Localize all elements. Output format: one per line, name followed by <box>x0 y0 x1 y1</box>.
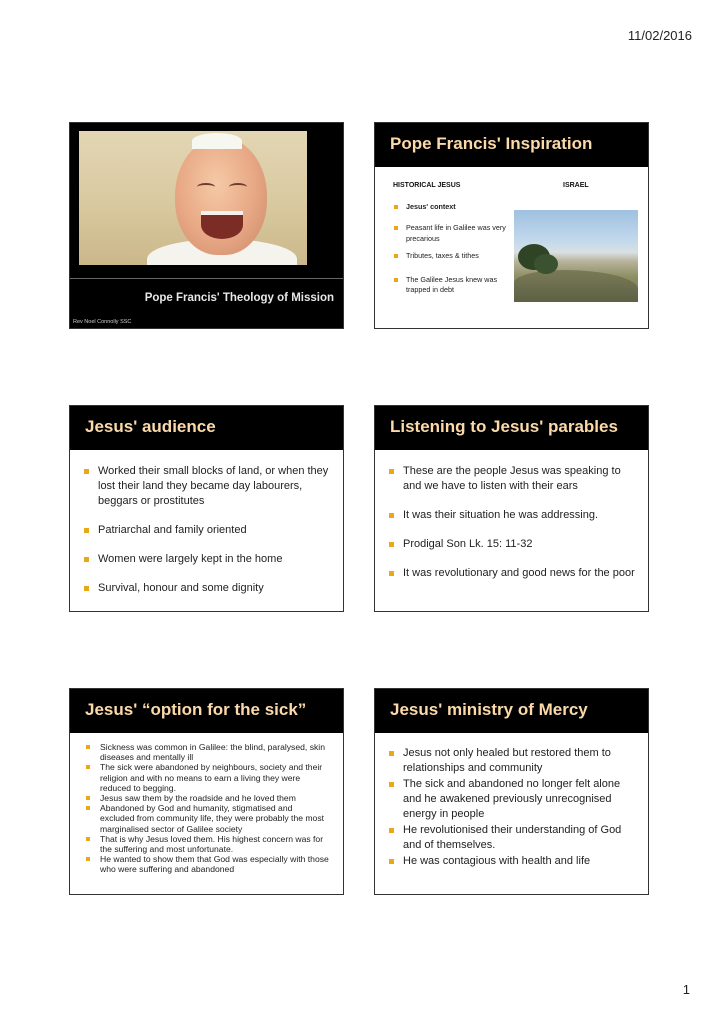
bullet-list <box>84 464 333 610</box>
list-item: Peasant life in Galilee was very precarious <box>394 223 522 244</box>
list-item: He was contagious with health and life <box>389 854 638 869</box>
slide-header <box>375 689 648 733</box>
slide-2-inspiration <box>374 122 649 329</box>
list-item: Abandoned by God and humanity, stigmatised and excluded from community life, they were probably the most marginalised sector of Galilee society <box>86 803 329 834</box>
list-item: Jesus not only healed but restored them to relationships and community <box>389 746 638 776</box>
column-heading-israel: ISRAEL <box>563 182 589 189</box>
bullet-list <box>394 202 522 295</box>
slide-5-option-for-the-sick <box>69 688 344 895</box>
list-item: Tributes, taxes & tithes <box>394 251 522 261</box>
list-item: That is why Jesus loved them. His highest concern was for the suffering and most unfortunate. <box>86 834 329 854</box>
author: Rev Noel Connolly SSC <box>73 319 132 325</box>
slide-title: Jesus' audience <box>85 417 216 436</box>
pope-francis-photo <box>79 131 307 265</box>
list-item: Worked their small blocks of land, or when they lost their land they became day labourers, beggars or prostitutes <box>84 464 333 509</box>
column-heading-historical-jesus: HISTORICAL JESUS <box>393 182 461 189</box>
list-item: Women were largely kept in the home <box>84 552 333 567</box>
slide-header <box>375 123 648 167</box>
slide-title: Jesus' ministry of Mercy <box>390 700 588 719</box>
bullet-list <box>86 742 329 875</box>
bullet-list <box>389 464 638 595</box>
divider <box>70 278 343 279</box>
list-item: He wanted to show them that God was especially with those who were suffering and abandoned <box>86 854 329 874</box>
list-item: He revolutionised their understanding of God and of themselves. <box>389 823 638 853</box>
page-date: 11/02/2016 <box>627 28 692 43</box>
slide-header <box>70 406 343 450</box>
list-item: Survival, honour and some dignity <box>84 581 333 596</box>
slide-title: Pope Francis' Inspiration <box>390 134 593 153</box>
list-item: The sick and abandoned no longer felt alone and he awakened previously unrecognised energy in people <box>389 777 638 822</box>
list-item: Prodigal Son Lk. 15: 11-32 <box>389 537 638 552</box>
list-item: It was revolutionary and good news for the poor <box>389 566 638 581</box>
slide-header <box>375 406 648 450</box>
israel-landscape-photo <box>514 210 638 302</box>
list-item: These are the people Jesus was speaking to and we have to listen with their ears <box>389 464 638 494</box>
slide-4-parables <box>374 405 649 612</box>
list-item: Jesus saw them by the roadside and he loved them <box>86 793 329 803</box>
slide-title: Jesus' “option for the sick” <box>85 700 307 719</box>
list-item: Patriarchal and family oriented <box>84 523 333 538</box>
list-item: The Galilee Jesus knew was trapped in debt <box>394 275 522 296</box>
slide-6-ministry-of-mercy <box>374 688 649 895</box>
list-item: Sickness was common in Galilee: the blind, paralysed, skin diseases and mentally ill <box>86 742 329 762</box>
slide-3-audience <box>69 405 344 612</box>
list-item: Jesus' context <box>394 202 522 212</box>
list-item: The sick were abandoned by neighbours, society and their religion and with no means to earn a living they were reduced to begging. <box>86 762 329 793</box>
slide-header <box>70 689 343 733</box>
slide-1-title-slide <box>69 122 344 329</box>
list-item: It was their situation he was addressing. <box>389 508 638 523</box>
bullet-list <box>389 746 638 883</box>
deck-title: Pope Francis' Theology of Mission <box>144 292 334 304</box>
slide-title: Listening to Jesus' parables <box>390 417 618 436</box>
page-number: 1 <box>682 982 690 997</box>
